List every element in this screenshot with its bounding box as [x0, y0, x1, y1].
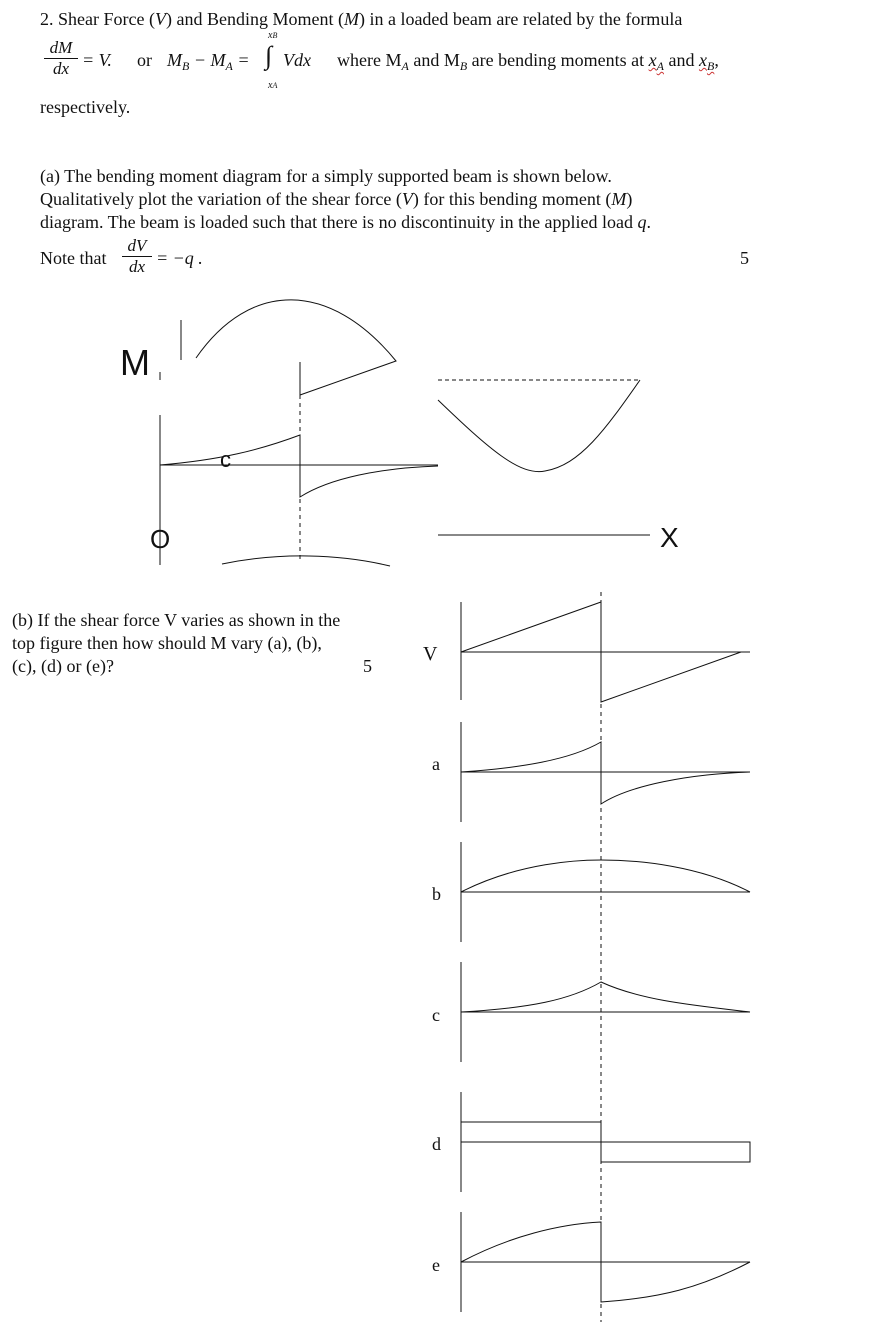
option-a-label: a — [432, 754, 440, 774]
integral-sign: ∫ — [265, 41, 273, 70]
question-intro: 2. Shear Force (V) and Bending Moment (M) in a loaded beam are related by the formula — [40, 9, 683, 29]
part-a-line2: Qualitatively plot the variation of the shear force (V) for this bending moment (M) — [40, 189, 633, 209]
equals-v: = V. — [82, 50, 112, 70]
dm-dx-fraction: dM dx — [44, 38, 78, 79]
moment-axis-label: M — [120, 342, 150, 383]
or-text: or — [137, 50, 152, 70]
note-that-text: Note that — [40, 248, 107, 268]
stray-label-c: c — [220, 447, 231, 472]
option-d-label: d — [432, 1134, 441, 1154]
origin-label: O — [150, 524, 171, 554]
part-a-marks: 5 — [740, 248, 749, 268]
option-e-label: e — [432, 1255, 440, 1275]
x-axis-label: X — [660, 522, 679, 553]
part-b-line2: top figure then how should M vary (a), (b), — [12, 633, 322, 653]
integral-lower-limit: xA — [268, 80, 278, 91]
sketch-curve — [438, 380, 640, 472]
option-c-curve — [461, 982, 750, 1012]
part-b-line3: (c), (d) or (e)? — [12, 656, 114, 676]
option-b-label: b — [432, 884, 441, 904]
figure-a-upper-curve — [160, 435, 438, 497]
mb-minus-ma: $M_B - M_A$ = — [167, 50, 250, 73]
part-b-marks: 5 — [363, 656, 372, 676]
vdx-text: Vdx — [283, 50, 311, 70]
option-c-label: c — [432, 1005, 440, 1025]
respectively-text: respectively. — [40, 97, 131, 117]
dv-dx-fraction: dV dx — [122, 236, 152, 277]
option-b-curve — [461, 860, 750, 892]
integral-upper-limit: xB — [268, 30, 278, 41]
part-b-line1: (b) If the shear force V varies as shown in the — [12, 610, 341, 630]
equals-minus-q: = −q . — [156, 248, 203, 268]
shear-v-label: V — [423, 643, 438, 665]
part-a-line1: (a) The bending moment diagram for a simply supported beam is shown below. — [40, 166, 612, 186]
where-clause: where $M_A$ and $M_B$ are bending moments at $x_A$ and $x_B$, — [337, 50, 719, 73]
part-a-line3: diagram. The beam is loaded such that there is no discontinuity in the applied load q. — [40, 212, 652, 232]
figure-a-bottom-arc — [222, 556, 390, 566]
moment-curve — [196, 300, 396, 395]
option-a-curve — [461, 742, 750, 804]
